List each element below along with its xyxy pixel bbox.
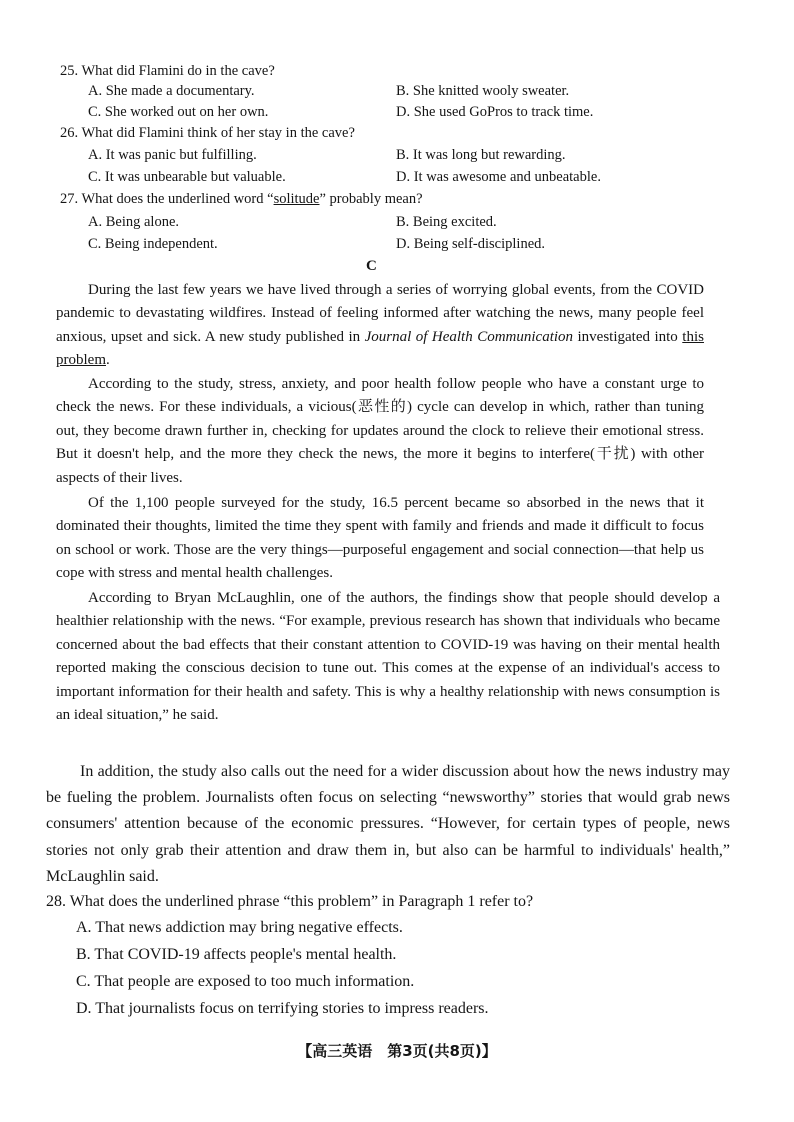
page-footer: 【高三英语 第3页(共8页)】 [297,1042,497,1060]
question-26-option-a: A. It was panic but fulfilling. [88,147,257,163]
question-27-option-c: C. Being independent. [88,236,218,252]
question-28-option-b: B. That COVID-19 affects people's mental health. [76,946,397,963]
paragraph-1-text-cont: investigated into [573,328,683,345]
question-25-stem: 25. What did Flamini do in the cave? [60,63,275,79]
passage-paragraph-5: In addition, the study also calls out the need for a wider discussion about how the news industry may be fueling the problem. Journalists often focus on selecting “newsworthy” stories that would grab news consumers' attention because of the economic pressures. “However, for certain types of people, news stories not only grab their attention and draw them in, but also can be harmful to individuals' health,” McLaughlin said. [46,763,730,885]
question-27-stem-before: 27. What does the underlined word “ [60,191,274,207]
passage-paragraph-4: According to Bryan McLaughlin, one of the authors, the findings show that people should develop a healthier relationship with the news. “For example, previous research has shown that individuals who became concerned about the bad effects that their constant attention to COVID-19 was having on their mental health reported making the conscious decision to tune out. This comes at the expense of an individual's access to important information for their health and safety. This is why a healthy relationship with news consumption is an ideal situation,” he said. [56,590,720,724]
section-heading-c: C [366,258,377,274]
question-27-option-a: A. Being alone. [88,214,180,230]
question-28-option-a: A. That news addiction may bring negative effects. [76,919,403,936]
question-26-option-c: C. It was unbearable but valuable. [88,169,286,185]
question-26-option-d: D. It was awesome and unbeatable. [396,169,601,185]
passage-paragraph-1 [56,279,704,373]
question-28-stem: 28. What does the underlined phrase “this problem” in Paragraph 1 refer to? [46,893,534,910]
passage-paragraph-2: According to the study, stress, anxiety, and poor health follow people who have a constant urge to check the news. For these individuals, a vicious(恶性的) cycle can develop in which, rather than tuning out, they become drawn further in, checking for updates around the clock to relieve their emotional stress. But it doesn't help, and the more they check the news, the more it begins to interfere(干扰) with other aspects of their lives. [56,376,704,486]
question-25-option-c: C. She worked out on her own. [88,104,269,120]
question-25-option-a: A. She made a documentary. [88,83,255,99]
question-28-option-c: C. That people are exposed to too much information. [76,973,415,990]
question-27-option-b: B. Being excited. [396,214,497,230]
journal-title: Journal of Health Communication [364,328,574,345]
question-27-stem [60,190,423,208]
question-25-option-d: D. She used GoPros to track time. [396,104,594,120]
question-26-option-b: B. It was long but rewarding. [396,147,566,163]
question-27-option-d: D. Being self-disciplined. [396,236,546,252]
question-27-stem-after: ” probably mean? [319,191,423,207]
passage-paragraph-3: Of the 1,100 people surveyed for the study, 16.5 percent became so absorbed in the news that it dominated their thoughts, limited the time they spent with family and friends and made it difficult to focus on school or work. Those are the very things—purposeful engagement and social connection—that help us cope with stress and mental health challenges. [56,495,704,582]
underlined-word-solitude: solitude [273,191,320,207]
question-25-option-b: B. She knitted wooly sweater. [396,83,570,99]
question-28-option-d: D. That journalists focus on terrifying stories to impress readers. [76,1000,489,1017]
paragraph-1-text: During the last few years we have lived through a series of worrying global events, from the COVID pandemic to devastating wildfires. Instead of feeling informed after watching the news, many people feel anxious, upset and sick. A new study published in [56,282,704,345]
paragraph-1-end: . [106,352,110,369]
underlined-phrase-this-problem: this problem [56,328,704,369]
question-26-stem: 26. What did Flamini think of her stay in the cave? [60,125,355,141]
